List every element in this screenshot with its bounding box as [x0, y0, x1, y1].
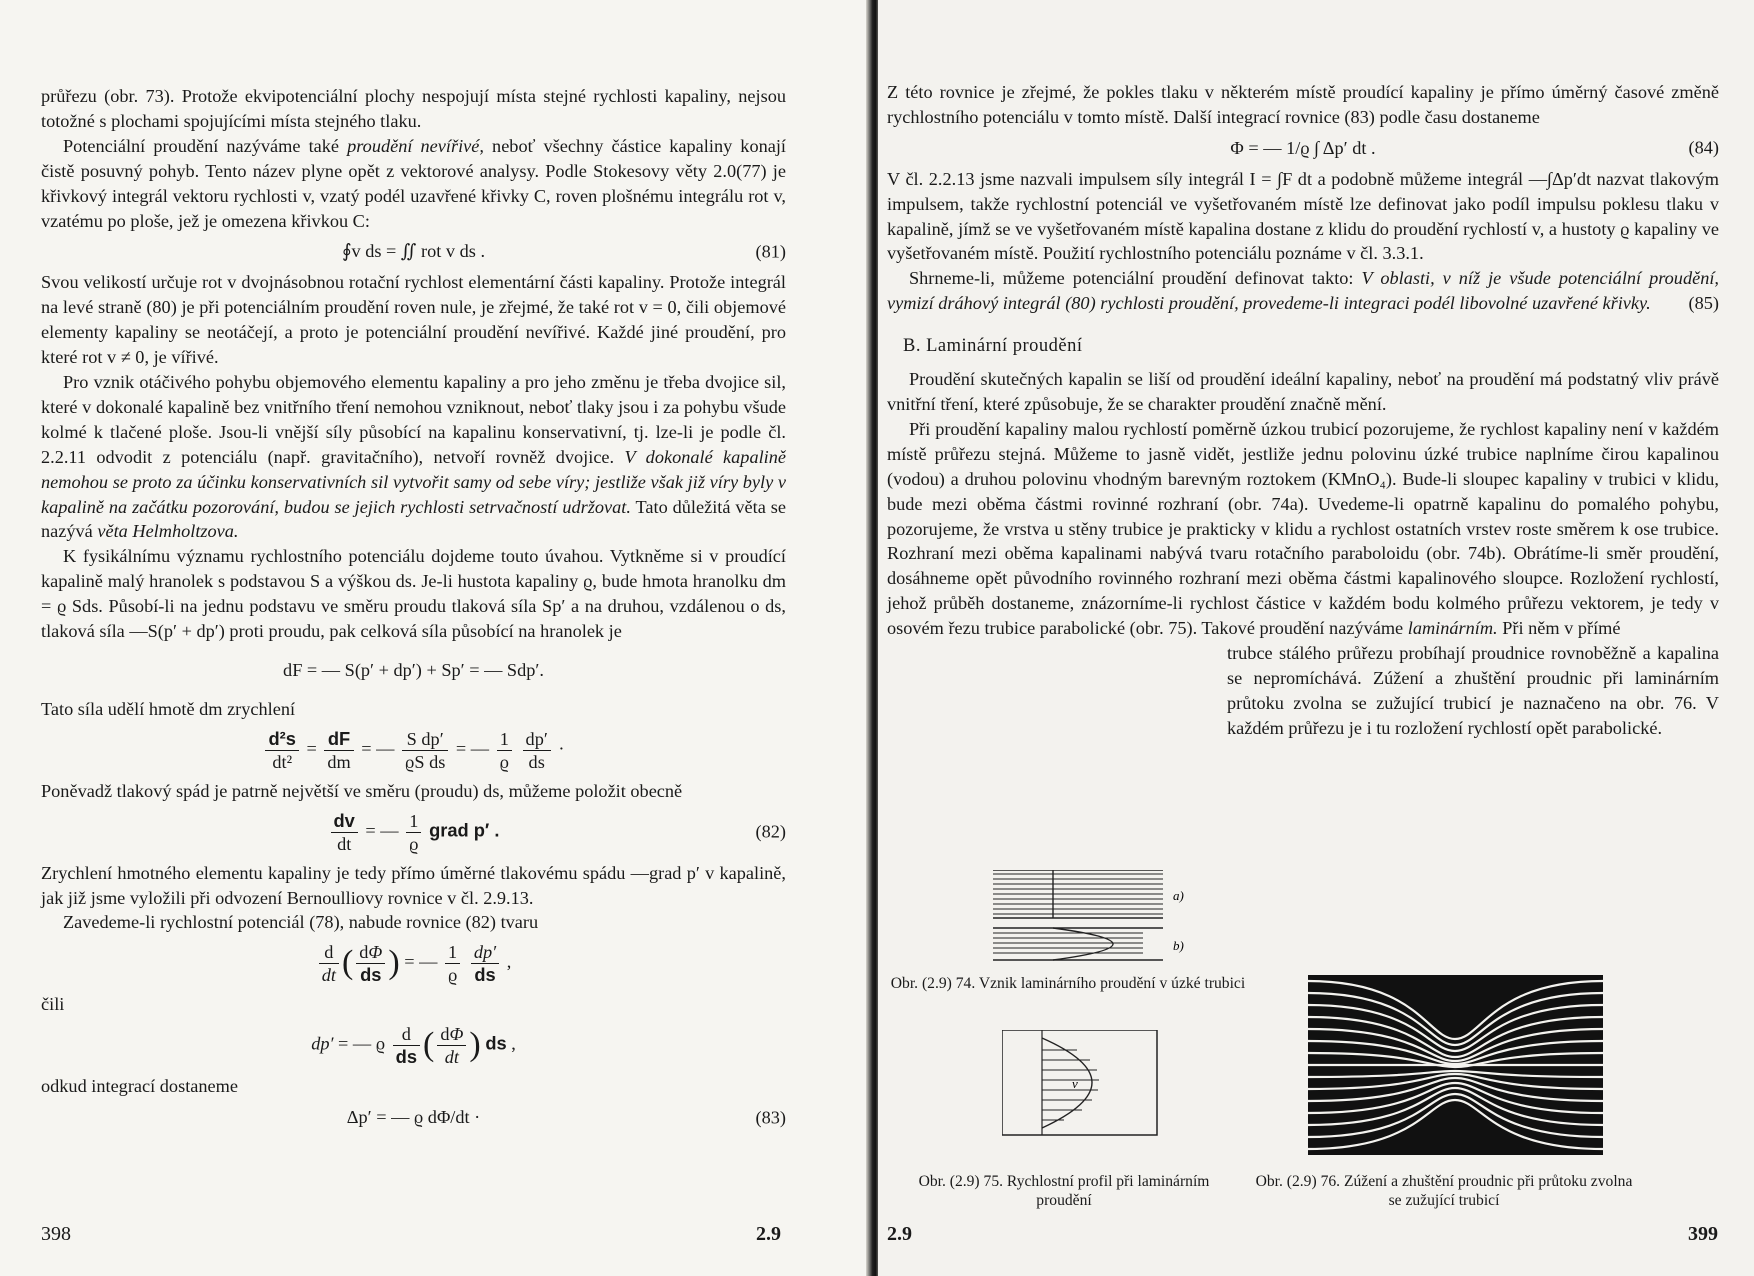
paragraph: trubce stálého průřezu probíhají proudnice rovnoběžně a kapalina se nepromíchává. Zúžení a zhuštění proudnic při laminárním průtoku zvolna se zužující trubicí je naznačeno na obr. 76. V každém průřezu je i tu rozložení rychlostí opět parabolické.: [1227, 643, 1719, 738]
figure-75-caption: Obr. (2.9) 75. Rychlostní profil při laminárním proudění: [918, 1173, 1210, 1209]
page-number: 399: [1688, 1223, 1718, 1245]
velocity-label: v: [1072, 1076, 1078, 1091]
figure-label-b: b): [1173, 938, 1184, 953]
figure-74: [993, 870, 1223, 965]
paragraph: Zavedeme-li rychlostní potenciál (78), nabude rovnice (82) tvaru: [63, 912, 539, 933]
equation-84: Φ = — 1/ϱ ∫ Δp′ dt . (84): [887, 136, 1719, 161]
figure-label-a: a): [1173, 888, 1184, 903]
paragraph: Svou velikostí určuje rot v dvojnásobnou rotační rychlost elementární části kapaliny. Protože integrál na levé straně (80) je při potenciálním proudění roven nule, je zřejmé, že také rot v = 0, čili objemové elementy kapaliny se neotáčejí, a proto je potenciální proudění nevířivé. Každé jiné proudění, pro které rot v ≠ 0, je vířivé.: [41, 272, 786, 368]
paragraph: V čl. 2.2.13 jsme nazvali impulsem síly integrál I = ∫F dt a podobně můžeme integrál —∫Δp′dt nazvat tlakovým impulsem, takže rychlostní potenciál ve vyšetřovaném místě lze definovat jako podíl impulsu poklesu tlaku v kapalině, jímž se ve vyšetřovaném místě kapalina dostane z klidu do proudění rychlostí v, a hustoty ϱ kapaliny ve vyšetřovaném místě. Použití rychlostního potenciálu poznáme v čl. 3.3.1.: [887, 168, 1719, 264]
equation-acceleration: $\frac{\text{d²s}}{\text{dt²}}$ = $\frac{dF}{dm}$ = — $\frac{\text{S dp′}}{\text{ϱS ds}}$ = — $\frac{1}{ϱ}$ $\frac{dp'}{ds}$ ·: [41, 728, 786, 773]
figure-76: [1308, 975, 1603, 1155]
figure-75: [1002, 1030, 1162, 1140]
paragraph: Při proudění kapaliny malou rychlostí poměrně úzkou trubicí pozorujeme, že rychlost kapaliny není v každém místě průřezu stejná. Můžeme to jasně vidět, jestliže jednu polovinu úzké trubice naplníme čirou kapalinou (vodou) a druhou polovinu vhodným barevným roztokem (KMnO₄). Bude-li sloupec kapaliny v trubici v klidu, bude mezi oběma částmi rovinné rozhraní (obr. 74a). Uvedeme-li opatrně kapalinu do pomalého pohybu, pozorujeme, že vrstva u stěny trubice je prakticky v klidu a rychlost ostatních vrstev roste směrem k ose trubice. Rozhraní mezi oběma kapalinami nabývá tvaru rotačního paraboloidu (obr. 74b). Obrátíme-li směr proudění, dosáhneme opět původního rovinného rozhraní mezi oběma částmi kapalinového sloupce. Rozložení rychlostí, jehož průběh dostaneme, znázorníme-li rychlost částice v každém bodu kolmého průřezu vektorem, je tedy v osovém řezu trubice parabolické (obr. 75). Takové proudění nazýváme laminárním. Při něm v přímé: [887, 418, 1719, 639]
paragraph: Potenciální proudění nazýváme také proudění nevířivé, neboť všechny částice kapaliny konají čistě posuvný pohyb. Tento název plyne opět z vektorové analysy. Podle Stokesovy věty 2.0(77) je křivkový integrál vektoru rychlosti v, vzatý podél uzavřené křivky C, roven plošnému integrálu rot v, vzatému po ploše, jež je omezena křivkou C:: [41, 135, 786, 231]
figure-76-caption: Obr. (2.9) 76. Zúžení a zhuštění proudnic při průtoku zvolna se zužující trubicí: [1255, 1173, 1633, 1209]
left-text-column: [41, 84, 786, 1136]
section-title: B. Laminární proudění: [903, 336, 1083, 357]
equation-potential-form: $\frac{d}{dt}$ ( $\frac{d\Phi}{ds}$ ) = — $\frac{1}{ϱ}$ $\frac{dp'}{ds}$ ,: [41, 941, 786, 986]
equation-81: ∮v ds = ∬ rot v ds . (81): [41, 239, 786, 264]
paragraph: K fysikálnímu významu rychlostního potenciálu dojdeme touto úvahou. Vytkněme si v proudící kapalině malý hranolek s podstavou S a výškou ds. Je-li hustota kapaliny ϱ, bude hmota hranolku dm = ϱ Sds. Působí-li na jednu podstavu ve směru proudu tlaková síla Sp′ a na druhou, vzdálenou o ds, tlaková síla —S(p′ + dp′) proti proudu, pak celková síla působící na hranolek je: [41, 546, 786, 642]
section-number: 2.9: [756, 1223, 781, 1245]
equation-82: $\frac{dv}{dt}$ = — $\frac{1}{ϱ}$ grad p′ . (82): [41, 810, 786, 855]
paragraph: průřezu (obr. 73). Protože ekvipotenciální plochy nespojují místa stejné rychlosti kapaliny, nejsou totožné s plochami spojujícími místa stejného tlaku.: [41, 86, 786, 131]
paragraph: Zrychlení hmotného elementu kapaliny je tedy přímo úměrné tlakovému spádu —grad p′ v kapalině, jak již jsme vyložili při odvození Bernoulliovy rovnice v čl. 2.9.13.: [41, 862, 786, 908]
paragraph: Shrneme-li, můžeme potenciální proudění definovat takto: V oblasti, v níž je všude potenciální proudění, vymizí dráhový integrál (80) rychlosti proudění, provedeme-li integraci podél libovolné uzavřené křivky. (85): [887, 266, 1719, 316]
equation-number: (84): [1688, 137, 1719, 158]
equation-number: (82): [755, 821, 786, 842]
equation-number: (85): [1688, 293, 1719, 314]
word-cili: čili: [41, 994, 65, 1015]
equation-number: (83): [755, 1107, 786, 1128]
page-number: 398: [41, 1223, 71, 1245]
figure-74-caption: Obr. (2.9) 74. Vznik laminárního proudění v úzké trubici: [890, 975, 1246, 992]
equation-dF: dF = — S(p′ + dp′) + Sp′ = — Sdp′.: [283, 659, 544, 680]
right-text-column: [887, 80, 1719, 741]
left-page: [0, 0, 870, 1276]
equation-number: (81): [755, 241, 786, 262]
paragraph: Poněvadž tlakový spád je patrně největší ve směru (proudu) ds, můžeme položit obecně: [41, 780, 683, 801]
section-number: 2.9: [887, 1223, 912, 1245]
equation-83: Δp′ = — ϱ dΦ/dt · (83): [41, 1105, 786, 1130]
paragraph: Pro vznik otáčivého pohybu objemového elementu kapaliny a pro jeho změnu je třeba dvojice sil, které v dokonalé kapalině bez vnitřního tření nemohou vzniknout, neboť tlaky jsou i za pohybu všude kolmé k tlačené ploše. Jsou-li vnější síly působící na kapalinu konservativní, tj. lze-li je podle čl. 2.2.11 odvodit z potenciálu (např. gravitačního), netvoří rovněž dvojice. V dokonalé kapalině nemohou se proto za účinku konservativních sil vytvořit samy od sebe víry; jestliže však již víry byly v kapalině na začátku pozorování, budou se jejich rychlosti setrvačností udržovat. Tato důležitá věta se nazývá věta Helmholtzova.: [41, 371, 787, 542]
paragraph: Z této rovnice je zřejmé, že pokles tlaku v některém místě proudící kapaliny je přímo úměrný časové změně rychlostního potenciálu v tomto místě. Další integrací rovnice (83) podle času dostaneme: [887, 82, 1719, 127]
equation-dp: dp′ = — ϱ $\frac{d}{ds}$ ( $\frac{d\Phi}{dt}$ ) ds ,: [311, 1024, 516, 1068]
paragraph: odkud integrací dostaneme: [41, 1076, 238, 1097]
paragraph: Tato síla udělí hmotě dm zrychlení: [41, 698, 296, 719]
paragraph: Proudění skutečných kapalin se liší od proudění ideální kapaliny, neboť na proudění má podstatný vliv právě vnitřní tření, které způsobuje, že se charakter proudění značně mění.: [887, 369, 1719, 414]
right-page: [878, 0, 1754, 1276]
